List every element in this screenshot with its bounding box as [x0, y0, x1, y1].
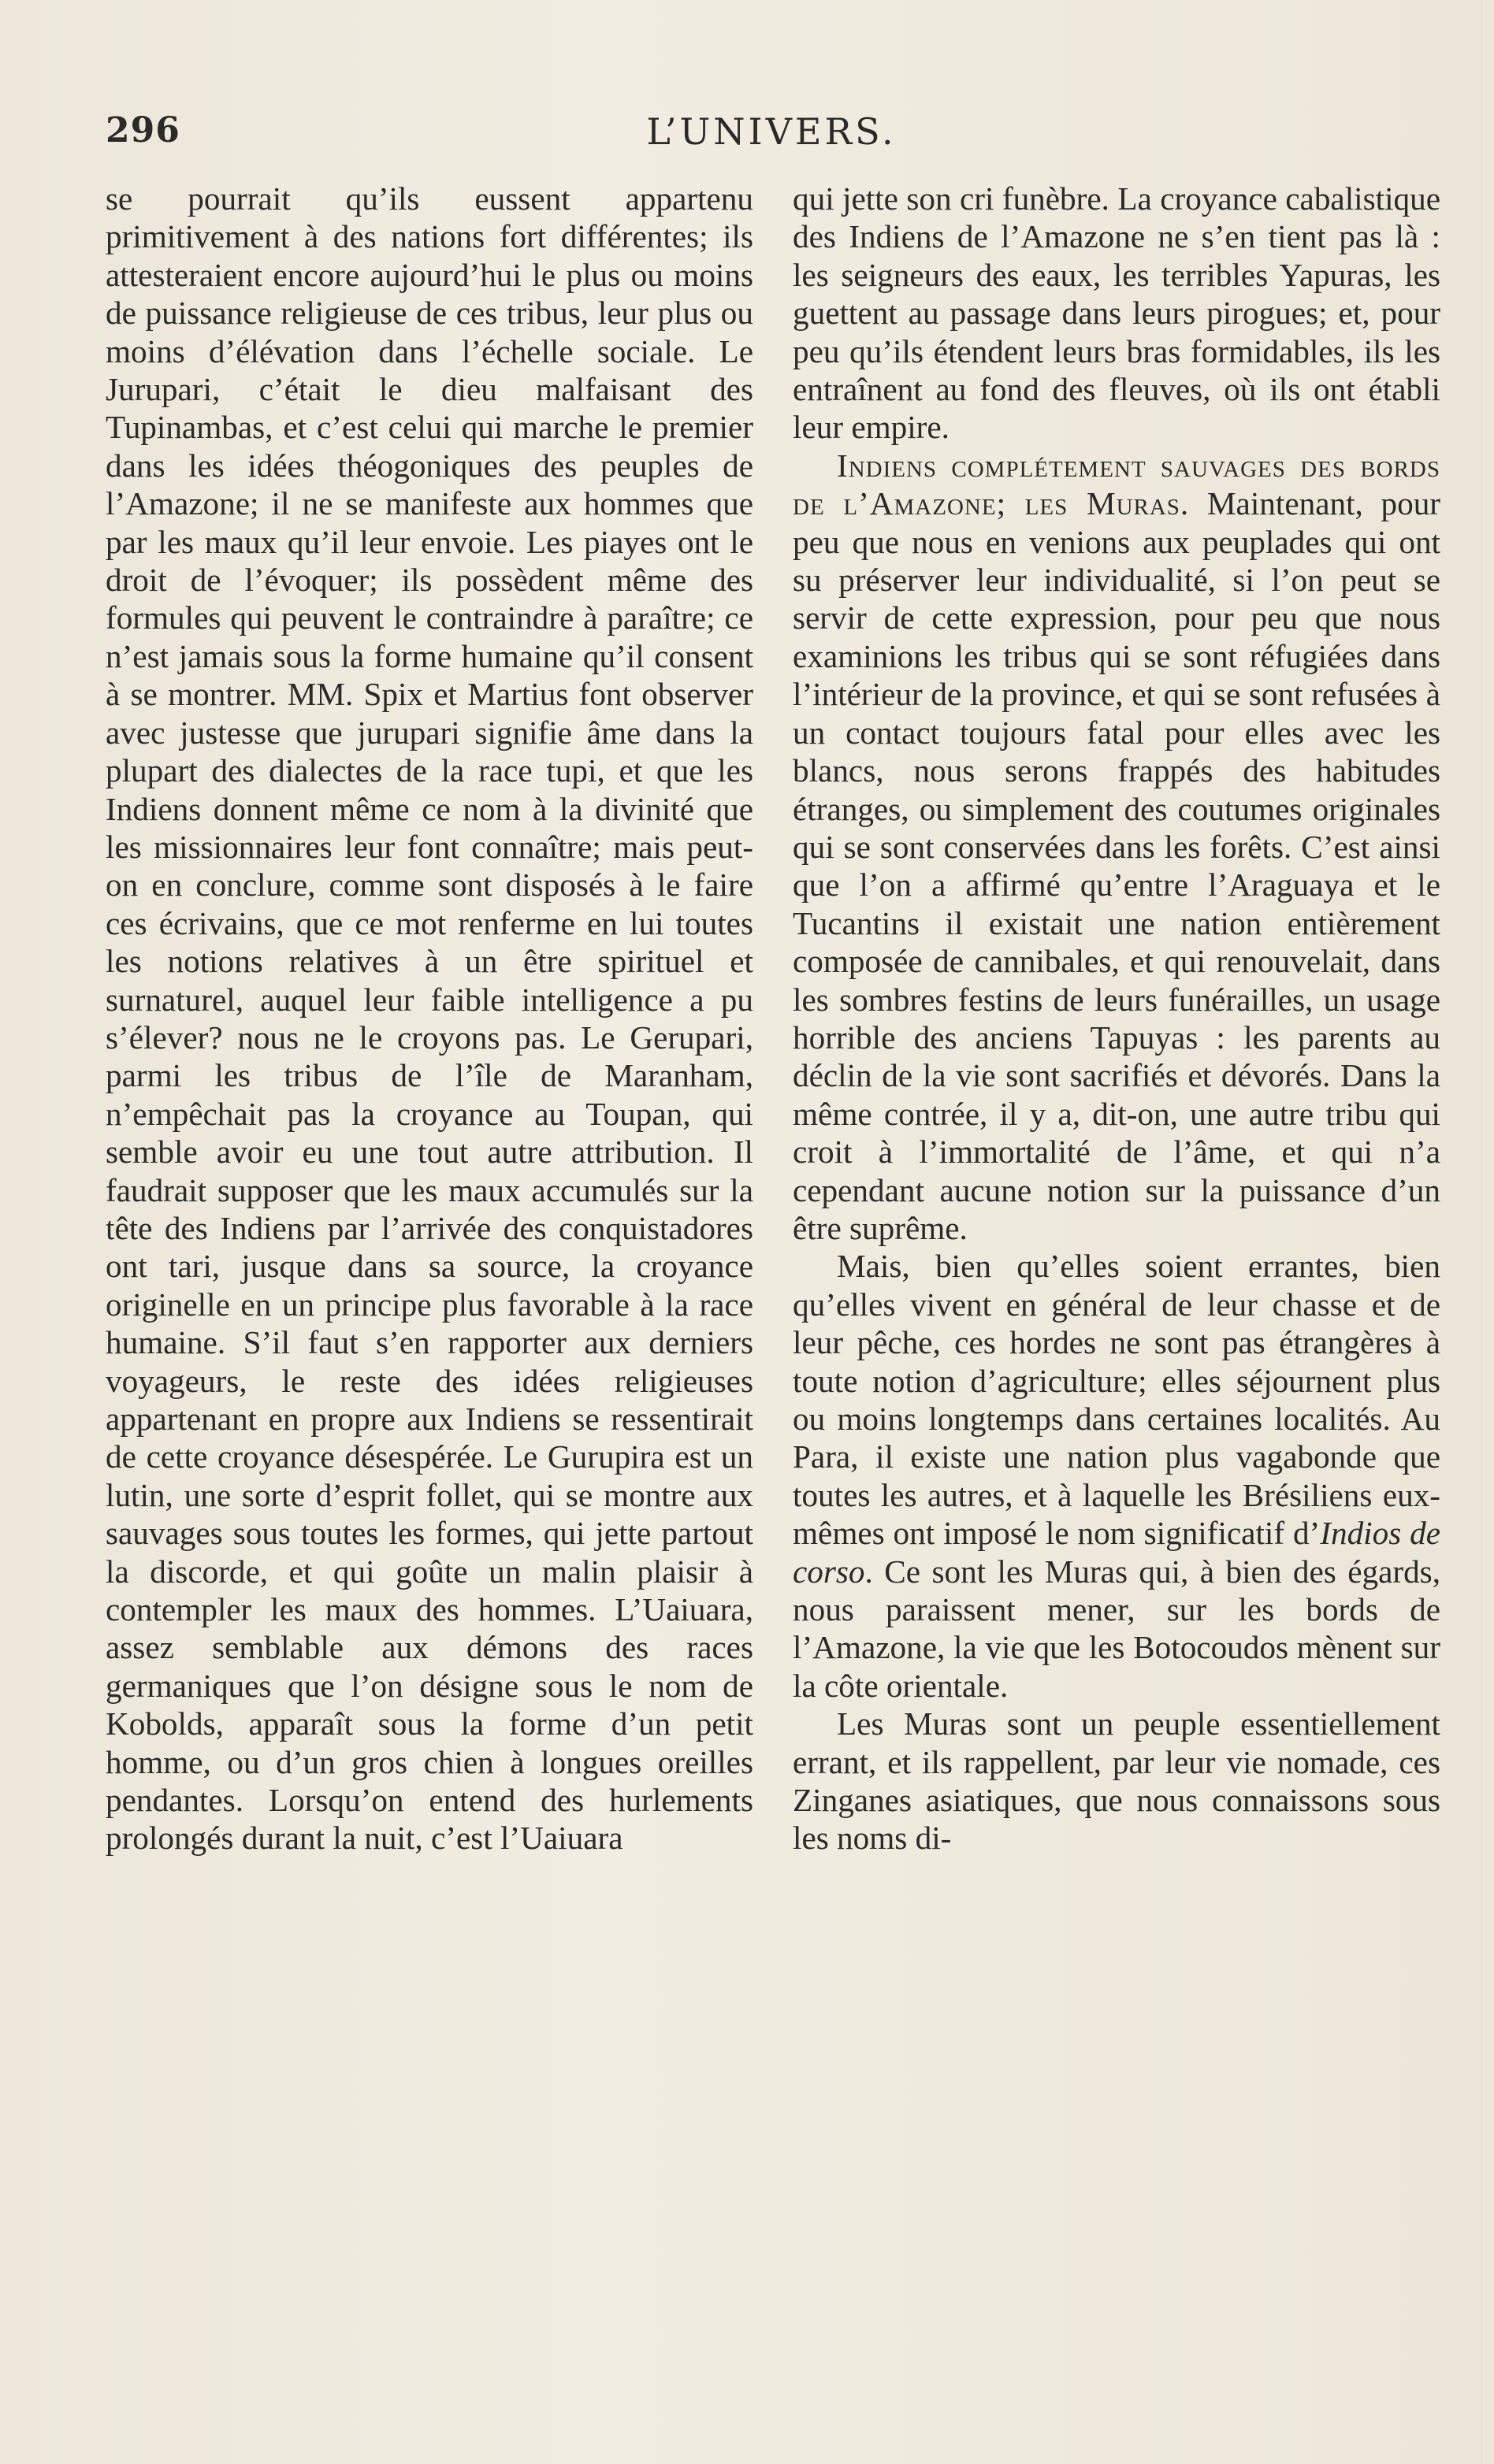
section-heading: Indiens complétement sauvages des bords de l’Amazone; les Muras. — [793, 447, 1440, 522]
right-paragraph-3 — [793, 1247, 1440, 1705]
section-body: Maintenant, pour peu que nous en venions aux peuplades qui ont su préserver leur individualité, si l’on peut se servir de cette expression, pour peu que nous examinions les tribus qui se sont réfugiées dans l’intérieur de la province, et qui se sont refusées à un contact toujours fatal pour elles avec les blancs, nous serons frappés des habitudes étranges, ou simplement des coutumes originales qui se sont conservées dans les forêts. C’est ainsi que l’on a affirmé qu’entre l’Araguaya et le Tucantins il existait une nation entièrement composée de cannibales, et qui renouvelait, dans les sombres festins de leurs funérailles, un usage horrible des anciens Tapuyas : les parents au déclin de la vie sont sacrifiés et dévorés. Dans la même contrée, il y a, dit-on, une autre tribu qui croit à l’immortalité de l’âme, et qui n’a cependant aucune notion sur la puissance d’un être suprême. — [793, 485, 1441, 1246]
paragraph-3-text-b: . Ce sont les Muras qui, à bien des égards, nous paraissent mener, sur les bords de l’Amazone, la vie que les Botocoudos mènent sur la côte orientale. — [793, 1553, 1440, 1704]
left-paragraph-1: se pourrait qu’ils eussent appartenu primitivement à des nations fort différentes; ils attesteraient encore aujourd’hui le plus ou moins de puissance religieuse de ces tribus, leur plus ou moins d’élévation dans l’échelle sociale. Le Jurupari, c’était le dieu malfaisant des Tupinambas, et c’est celui qui marche le premier dans les idées théogoniques des peuples de l’Amazone; il ne se manifeste aux hommes que par les maux qu’il leur envoie. Les piayes ont le droit de l’évoquer; ils possèdent même des formules qui peuvent le contraindre à paraître; ce n’est jamais sous la forme humaine qu’il consent à se montrer. MM. Spix et Martius font observer avec justesse que jurupari signifie âme dans la plupart des dialectes de la race tupi, et que les Indiens donnent même ce nom à la divinité que les missionnaires leur font connaître; mais peut-on en conclure, comme sont disposés à le faire ces écrivains, que ce mot renferme en lui toutes les notions relatives à un être spirituel et surnaturel, auquel leur faible intelligence a pu s’élever? nous ne le croyons pas. Le Gerupari, parmi les tribus de l’île de Maranham, n’empêchait pas la croyance au Toupan, qui semble avoir eu une tout autre attribution. Il faudrait supposer que les maux accumulés sur la tête des Indiens par l’arrivée des conquistadores ont tari, jusque dans sa source, la croyance originelle en un principe plus favorable à la race humaine. S’il faut s’en rapporter aux derniers voyageurs, le reste des idées religieuses appartenant en propre aux Indiens se ressentirait de cette croyance désespérée. Le Gurupira est un lutin, une sorte d’esprit follet, qui se montre aux sauvages sous toutes les formes, qui jette partout la discorde, et qui goûte un malin plaisir à contempler les maux des hommes. L’Uaiuara, assez semblable aux démons des races germaniques que l’on désigne sous le nom de Kobolds, apparaît sous la forme d’un petit homme, ou d’un gros chien à longues oreilles pendantes. Lorsqu’on entend des hurlements prolongés durant la nuit, c’est l’Uaiuara — [106, 180, 753, 1857]
page-number: 296 — [106, 110, 180, 150]
paragraph-3-text-a: Mais, bien qu’elles soient errantes, bien qu’elles vivent en général de leur chasse et de leur pêche, ces hordes ne sont pas étrangères à toute notion d’agriculture; elles séjournent plus ou moins longtemps dans certaines localités. Au Para, il existe une nation plus vagabonde que toutes les autres, et à laquelle les Brésiliens eux-mêmes ont imposé le nom significatif d’ — [793, 1248, 1440, 1552]
left-column — [106, 180, 753, 1857]
right-column — [793, 180, 1440, 1857]
page-header — [106, 110, 1437, 158]
right-paragraph-4: Les Muras sont un peuple essentiellement errant, et ils rappellent, par leur vie nomade, ces Zinganes asiatiques, que nous connaissons sous les noms di- — [793, 1705, 1440, 1857]
right-paragraph-2 — [793, 447, 1440, 1248]
page-edge-shadow — [1481, 0, 1482, 2464]
italic-term: Indios de corso — [793, 1515, 1440, 1590]
running-title: L’UNIVERS. — [646, 110, 897, 153]
right-paragraph-1: qui jette son cri funèbre. La croyance cabalistique des Indiens de l’Amazone ne s’en tient pas là : les seigneurs des eaux, les terribles Yapuras, les guettent au passage dans leurs pirogues; et, pour peu qu’ils étendent leurs bras formidables, ils les entraînent au fond des fleuves, où ils ont établi leur empire. — [793, 180, 1440, 446]
